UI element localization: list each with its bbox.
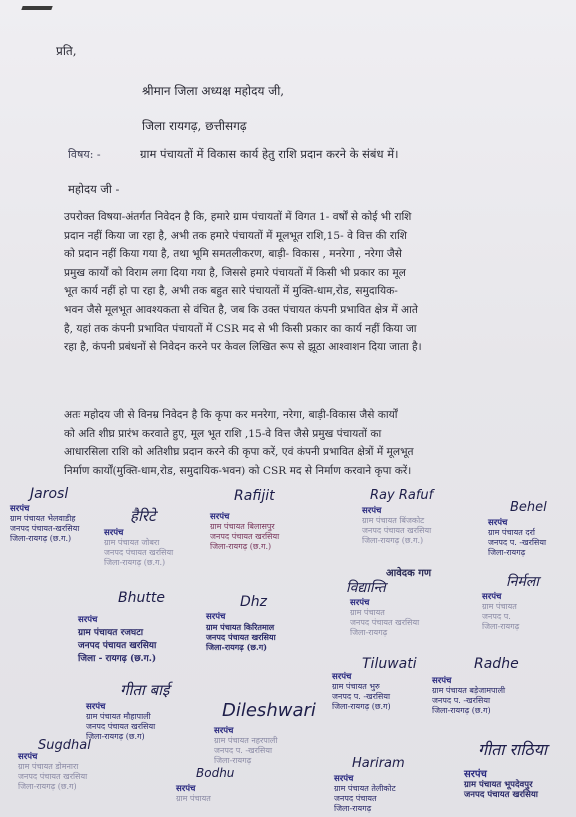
signature: गीता राठिया xyxy=(478,740,548,759)
stamp-line: जिला-रायगढ़ (छ.ग.) xyxy=(104,558,166,567)
stamp-line: जिला-रायगढ़ (छ.ग) xyxy=(206,642,268,652)
stamp-line: ग्राम पंचायत भुरु xyxy=(332,682,380,691)
paragraph-line: है, यहां तक कंपनी प्रभावित पंचायतों में CSR मद से भी किसी प्रकार का कार्य नहीं किया जा xyxy=(64,322,417,335)
signature: Dhz xyxy=(240,594,268,610)
stamp-line: जिला-रायगढ़ (छ.ग) xyxy=(86,732,145,741)
signature: निर्मला xyxy=(506,574,539,590)
stamp-line: जिला-रायगढ़ xyxy=(334,804,372,813)
stamp-role: सरपंच xyxy=(86,702,106,712)
stamp-block xyxy=(334,774,396,814)
signature: Ray Rafuf xyxy=(370,488,434,503)
signature: Jarosl xyxy=(30,486,69,502)
stamp-role: सरपंच xyxy=(464,769,487,780)
stamp-line: जिला-रायगढ़ xyxy=(482,622,520,631)
signature: Hariram xyxy=(352,756,405,771)
stamp-block xyxy=(104,528,173,568)
stamp-block xyxy=(210,512,279,552)
subject-text: ग्राम पंचायतों में विकास कार्य हेतु राशि प्रदान करने के संबंध में। xyxy=(140,147,399,161)
paragraph-line: रहा है, कंपनी प्रबंधनों से निवेदन करने पर केवल लिखित रूप से झूठा आश्वाशन दिया जाता है। xyxy=(64,341,422,354)
stamp-line: ग्राम पंचायत भेलवाडीह xyxy=(10,514,76,523)
stamp-role: सरपंच xyxy=(334,774,354,784)
stamp-block xyxy=(432,676,505,716)
paragraph-line: को प्रदान नहीं किया गया है, तथा भूमि समतलीकरण, बाड़ी- विकास , मनरेगा , नरेगा जैसे xyxy=(64,248,402,261)
stamp-block xyxy=(78,614,156,666)
paragraph-line: को अति शीघ्र प्रारंभ करवाते हुए, मूल भूत राशि ,15-वे वित्त जैसे प्रमुख पंचायतों का xyxy=(64,427,382,440)
stamp-line: जिला-रायगढ़ (छ.ग) xyxy=(432,706,491,715)
stamp-block xyxy=(214,726,277,766)
stamp-role: सरपंच xyxy=(104,528,124,538)
signature: Bodhu xyxy=(196,766,235,780)
stamp-line: जिला-रायगढ़ (छ.ग) xyxy=(332,702,391,711)
stamp-line: जनपद पंचायत खरसिया xyxy=(86,722,156,731)
letter-to: प्रति, xyxy=(56,44,77,58)
salutation: महोदय जी - xyxy=(68,182,120,196)
stamp-block xyxy=(332,672,391,712)
stamp-line: जनपद पंचायत खरसिया xyxy=(104,548,174,557)
paragraph-line: भवन जैसे मूलभूत आवश्यकता से वंचित है, जब कि उक्त पंचायत कंपनी प्रभावित क्षेत्र में आते xyxy=(64,303,418,316)
subject-label: विषय: - xyxy=(68,148,101,161)
signature: गीता बाई xyxy=(120,681,170,699)
stamp-line: जनपद प. -खरसिया xyxy=(432,696,491,705)
stamp-line: ग्राम पंचायत xyxy=(482,602,517,611)
stamp-block xyxy=(206,612,276,652)
stamp-line: जनपद पंचायत खरसिया xyxy=(362,526,432,535)
stamp-line: ग्राम पंचायत xyxy=(350,608,385,617)
paragraph-line: प्रमुख कार्यों को विराम लगा दिया गया है, जिससे हमारे पंचायतों में किसी भी प्रकार का मूल xyxy=(64,266,406,279)
stamp-line: जिला - रायगढ़ (छ.ग.) xyxy=(78,654,157,664)
stamp-line: ग्राम पंचायत नहरपाली xyxy=(214,736,278,745)
stamp-block xyxy=(362,506,431,546)
stamp-line: ग्राम पंचायत बड़ेजामपाली xyxy=(432,686,506,695)
stamp-line: जिला-रायगढ़ (छ.ग) xyxy=(18,782,77,791)
stamp-role: सरपंच xyxy=(214,726,234,736)
addressee-line-1: श्रीमान जिला अध्यक्ष महोदय जी, xyxy=(142,84,285,98)
stamp-line: जिला-रायगढ़ xyxy=(214,756,252,765)
stamp-line: जनपद पंचायत खरसिया xyxy=(350,618,420,627)
signature: हैरिटे xyxy=(130,507,156,525)
stamp-block xyxy=(176,784,211,804)
stamp-line: ग्राम पंचायत रजघटा xyxy=(78,628,144,638)
stamp-line: जनपद प. -खरसिया xyxy=(488,538,547,547)
stamp-line: जनपद पंचायत xyxy=(334,794,377,803)
stamp-line: जनपद पंचायत खरसिया xyxy=(18,772,88,781)
stamp-line: ग्राम पंचायत xyxy=(176,794,211,803)
stamp-line: जनपद पंचायत खरसिया xyxy=(78,641,157,651)
stamp-line: जिला-रायगढ़ (छ.ग.) xyxy=(10,534,72,543)
signature: Bhutte xyxy=(118,590,165,606)
stamp-role: सरपंच xyxy=(488,518,508,528)
stamp-role: सरपंच xyxy=(482,592,502,602)
stamp-line: जिला-रायगढ़ (छ.ग.) xyxy=(362,536,424,545)
stamp-line: ग्राम पंचायत डोमनारा xyxy=(18,762,79,771)
stamp-block xyxy=(482,592,519,632)
signature: Behel xyxy=(510,500,547,515)
stamp-block xyxy=(86,702,155,742)
stamp-line: जिला-रायगढ़ xyxy=(350,628,388,637)
signature: Radhe xyxy=(474,656,519,672)
stamp-line: ग्राम पंचायत बिंजकोट xyxy=(362,516,425,525)
stamp-line: जनपद पंचायत-खरसिया xyxy=(10,524,80,533)
stamp-line: जनपद पंचायत खरसिया xyxy=(464,790,538,800)
paragraph-line: प्रदान नहीं किया जा रहा है, अभी तक हमारे पंचायतों में मूलभूत राशि,15- वे वित्त की राशि xyxy=(64,229,407,242)
paragraph-line: उपरोक्त विषया-अंतर्गत निवेदन है कि, हमारे ग्राम पंचायतों में विगत 1- वर्षों से कोई भी राशि xyxy=(64,211,412,223)
stamp-line: जनपद प. -खरसिया xyxy=(332,692,391,701)
stamp-role: सरपंच xyxy=(10,504,30,514)
stamp-block xyxy=(350,598,419,638)
stamp-line: जनपद पंचायत खरसिया xyxy=(210,532,280,541)
paragraph-line: आधारसिला राशि को अतिशीघ्र प्रदान करने की कृपा करें, एवं कंपनी प्रभावित क्षेत्रों में मूलभूत xyxy=(64,446,414,459)
stamp-line: ग्राम पंचायत दर्रा xyxy=(488,528,535,537)
signature: Rafijit xyxy=(234,488,275,504)
addressee-line-2: जिला रायगढ़, छत्तीसगढ़ xyxy=(142,119,247,133)
stamp-line: ग्राम पंचायत तेलीकोट xyxy=(334,784,396,793)
signature: विद्यान्ति xyxy=(346,580,386,596)
signature: Dileshwari xyxy=(222,700,316,721)
stamp-line: ग्राम पंचायत भूपदेवपुर xyxy=(464,780,533,790)
stamp-role: सरपंच xyxy=(332,672,352,682)
stamp-line: ग्राम पंचायत किरितमाल xyxy=(206,622,275,632)
stamp-block xyxy=(10,504,79,544)
stamp-line: जिला-रायगढ़ xyxy=(488,548,526,557)
stamp-line: जिला-रायगढ़ (छ.ग.) xyxy=(210,542,272,551)
signature: Sugdhal xyxy=(38,738,91,753)
stamp-block xyxy=(464,770,538,800)
stamp-block xyxy=(488,518,546,558)
paragraph-line: निर्माण कार्यों(मुक्ति-धाम,रोड, समुदायिक-भवन) को CSR मद से निर्माण करवाने कृपा करें। xyxy=(64,464,412,477)
stamp-role: सरपंच xyxy=(18,752,38,762)
stamp-role: सरपंच xyxy=(350,598,370,608)
paragraph-line: भूत कार्य नहीं हो पा रहा है, अभी तक बहुत सारे पंचायतों में मुक्ति-धाम,रोड, समुदायिक- xyxy=(64,285,398,298)
stamp-line: ग्राम पंचायत मौहापाली xyxy=(86,712,151,721)
stamp-role: सरपंच xyxy=(78,615,98,625)
stamp-block xyxy=(18,752,87,792)
stamp-role: सरपंच xyxy=(176,784,196,794)
body-paragraph-2 xyxy=(64,406,554,480)
applicant-label: आवेदक गण xyxy=(386,568,432,579)
stamp-role: सरपंच xyxy=(206,612,226,622)
signature: Tiluwati xyxy=(362,656,417,672)
stamp-line: जनपद प. -खरसिया xyxy=(214,746,273,755)
stamp-line: ग्राम पंचायत बिलासपुर xyxy=(210,522,275,531)
stamp-role: सरपंच xyxy=(210,512,230,522)
stamp-line: ग्राम पंचायत जोबरा xyxy=(104,538,160,547)
paragraph-line: अतः महोदय जी से विनम्र निवेदन है कि कृपा कर मनरेगा, नरेगा, बाड़ी-विकास जैसे कार्यों xyxy=(64,409,398,421)
stamp-role: सरपंच xyxy=(432,676,452,686)
body-paragraph-1 xyxy=(64,208,554,357)
stamp-role: सरपंच xyxy=(362,506,382,516)
stamp-line: जनपद पंचायत खरसिया xyxy=(206,632,276,642)
stamp-line: जनपद प. xyxy=(482,612,511,621)
corner-mark xyxy=(21,6,52,10)
